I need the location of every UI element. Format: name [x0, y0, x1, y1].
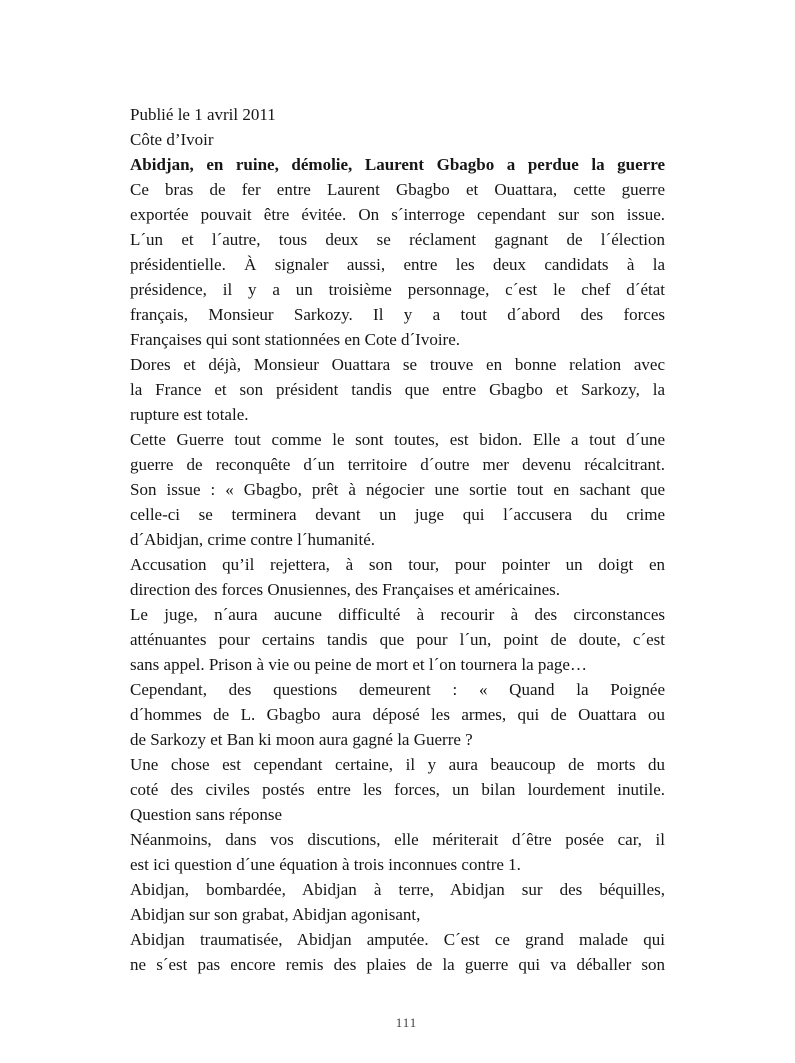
- text-line: Cependant, des questions demeurent : « Quand la Poignée: [130, 680, 665, 699]
- text-line: Son issue : « Gbagbo, prêt à négocier une sortie tout en sachant que: [130, 480, 665, 499]
- text-line: d´Abidjan, crime contre l´humanité.: [130, 530, 375, 549]
- text-line: présidentielle. À signaler aussi, entre les deux candidats à la: [130, 255, 665, 274]
- text-line: Ce bras de fer entre Laurent Gbagbo et Ouattara, cette guerre: [130, 180, 665, 199]
- text-line: Néanmoins, dans vos discutions, elle mériterait d´être posée car, il: [130, 830, 665, 849]
- text-line: L´un et l´autre, tous deux se réclament gagnant de l´élection: [130, 230, 665, 249]
- text-line: sans appel. Prison à vie ou peine de mort et l´on tournera la page…: [130, 655, 587, 674]
- text-line: Abidjan traumatisée, Abidjan amputée. C´est ce grand malade qui: [130, 930, 665, 949]
- text-line: Le juge, n´aura aucune difficulté à recourir à des circonstances: [130, 605, 665, 624]
- text-line: Cette Guerre tout comme le sont toutes, est bidon. Elle a tout d´une: [130, 430, 665, 449]
- text-line: exportée pouvait être évitée. On s´interroge cependant sur son issue.: [130, 205, 665, 224]
- text-line: coté des civiles postés entre les forces, un bilan lourdement inutile.: [130, 780, 665, 799]
- text-line: français, Monsieur Sarkozy. Il y a tout d´abord des forces: [130, 305, 665, 324]
- text-line: Publié le 1 avril 2011: [130, 105, 276, 124]
- text-line: guerre de reconquête d´un territoire d´outre mer devenu récalcitrant.: [130, 455, 665, 474]
- text-line: celle-ci se terminera devant un juge qui l´accusera du crime: [130, 505, 665, 524]
- text-line: Accusation qu’il rejettera, à son tour, pour pointer un doigt en: [130, 555, 665, 574]
- text-line: Côte d’Ivoir: [130, 130, 214, 149]
- text-line: rupture est totale.: [130, 405, 249, 424]
- text-line: Dores et déjà, Monsieur Ouattara se trouve en bonne relation avec: [130, 355, 665, 374]
- text-line: atténuantes pour certains tandis que pour l´un, point de doute, c´est: [130, 630, 665, 649]
- text-line: d´hommes de L. Gbagbo aura déposé les armes, qui de Ouattara ou: [130, 705, 665, 724]
- text-line: Françaises qui sont stationnées en Cote d´Ivoire.: [130, 330, 461, 349]
- text-line: Abidjan sur son grabat, Abidjan agonisant,: [130, 905, 421, 924]
- text-line: ne s´est pas encore remis des plaies de la guerre qui va déballer son: [130, 955, 665, 974]
- text-line: Abidjan, bombardée, Abidjan à terre, Abidjan sur des béquilles,: [130, 880, 665, 899]
- text-line: Question sans réponse: [130, 805, 283, 824]
- text-block: [130, 102, 665, 977]
- text-line: présidence, il y a un troisième personnage, c´est le chef d´état: [130, 280, 665, 299]
- text-line: Une chose est cependant certaine, il y aura beaucoup de morts du: [130, 755, 665, 774]
- text-line: direction des forces Onusiennes, des Françaises et américaines.: [130, 580, 561, 599]
- text-line: de Sarkozy et Ban ki moon aura gagné la Guerre ?: [130, 730, 473, 749]
- headline: Abidjan, en ruine, démolie, Laurent Gbagbo a perdue la guerre: [130, 155, 665, 174]
- text-line: la France et son président tandis que entre Gbagbo et Sarkozy, la: [130, 380, 665, 399]
- text-line: est ici question d´une équation à trois inconnues contre 1.: [130, 855, 521, 874]
- page-number: 111: [395, 1015, 418, 1030]
